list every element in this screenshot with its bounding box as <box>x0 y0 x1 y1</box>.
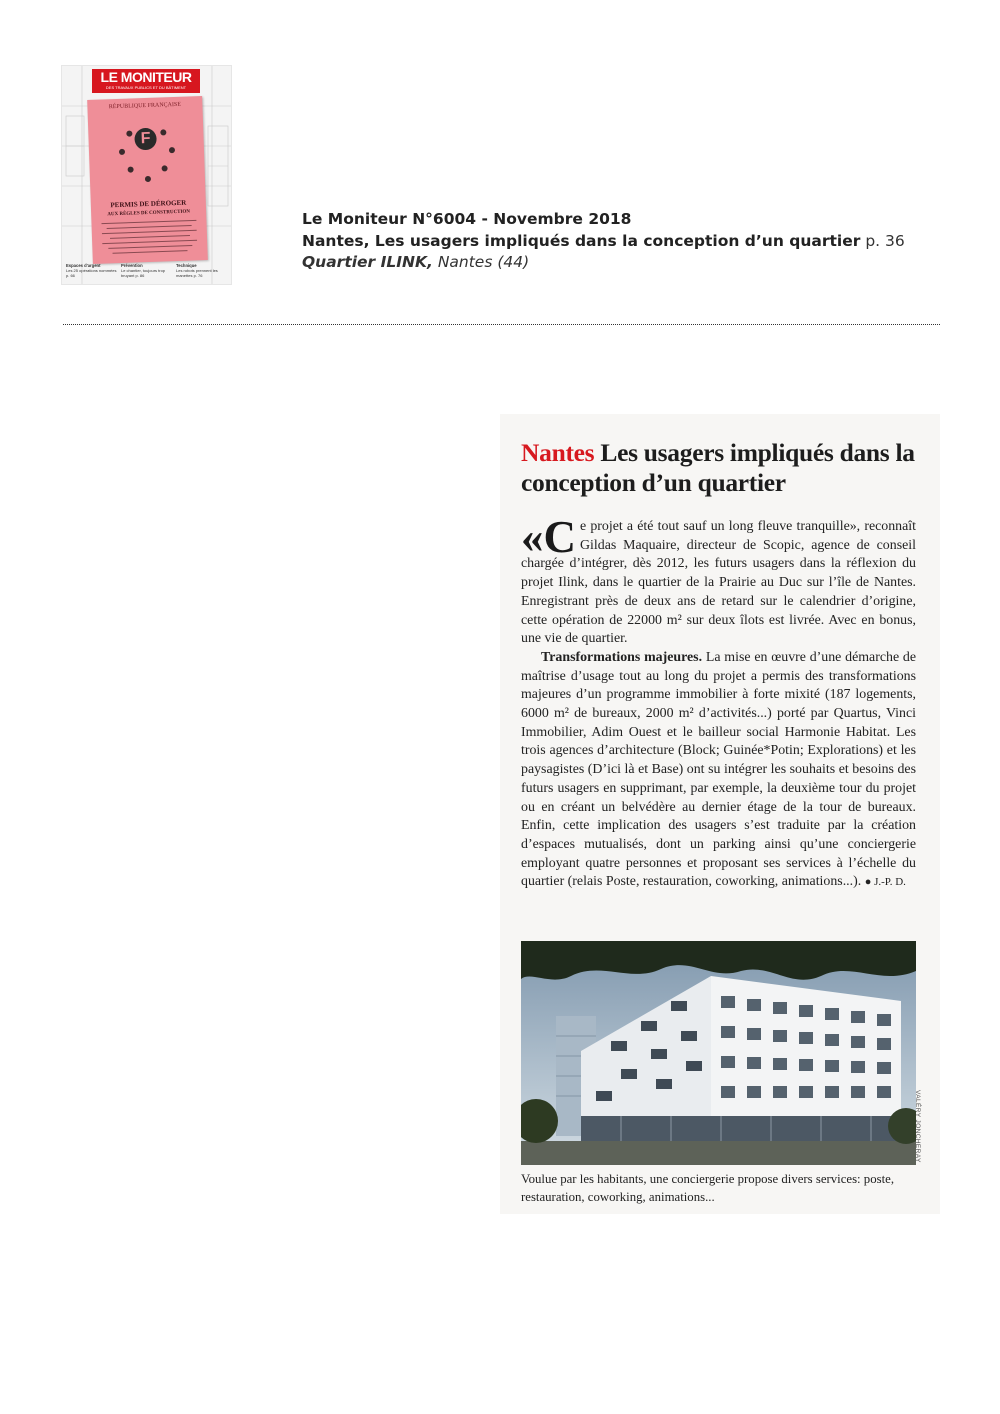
light-icon <box>162 165 168 171</box>
paragraph-1-text: e projet a été tout sauf un long fleuve tranquille», reconnaît Gildas Maquaire, directeur de Scopic, agence de conseil chargée d’intégrer, dès 2012, les futurs usagers dans la réflexion du projet Ilink, dans le quartier de la Prairie au Duc sur l’île de Nantes. Enregistrant près de deux ans de retard sur le calendrier d’origine, cette opération de 22000 m² sur deux îlots est livrée. Avec en bonus, une vie de quartier. <box>521 519 916 647</box>
project-location: Nantes (44) <box>437 253 530 271</box>
article-title: Nantes, Les usagers impliqués dans la conception d’un quartier <box>302 231 861 250</box>
magazine-cover <box>61 65 232 285</box>
sound-icon <box>160 129 166 135</box>
building-photo <box>521 941 916 1165</box>
cover-masthead-subtitle: DES TRAVAUX PUBLICS ET DU BÂTIMENT <box>105 85 187 90</box>
cover-pink-sign <box>87 96 208 264</box>
cover-republique-label: RÉPUBLIQUE FRANÇAISE <box>108 101 182 111</box>
cover-teaser: Prévention Le chantier, toujours trop bruyant p. 86 <box>121 263 166 278</box>
issue-line: Le Moniteur N°6004 - Novembre 2018 <box>302 210 632 228</box>
cover-headline-line2: AUX RÈGLES DE CONSTRUCTION <box>107 209 191 218</box>
energy-icon <box>169 147 175 153</box>
headline-text: Les usagers impliqués dans la conception d’un quartier <box>521 438 915 497</box>
cover-f-letter: F <box>134 128 157 151</box>
subheading: Transformations majeures. <box>541 649 703 665</box>
photo-caption: Voulue par les habitants, une conciergerie propose divers services: poste, restauration, coworking, animations... <box>521 1172 895 1204</box>
headline-city: Nantes <box>521 438 595 467</box>
accessibility-icon <box>126 131 132 137</box>
page-number: p. 36 <box>865 231 905 250</box>
paragraph-2 <box>521 649 916 892</box>
paragraph-1 <box>521 512 916 649</box>
cover-teaser: Technique Les robots prennent les manettes p. 76 <box>176 263 218 278</box>
cover-fineprint-lines <box>101 218 197 255</box>
cover-headline <box>91 198 207 220</box>
cover-teasers <box>66 263 228 278</box>
drop-cap: «C <box>521 512 576 562</box>
building-illustration <box>521 941 916 1165</box>
photo-credit: VALÉRY JONCHERAY <box>914 1090 921 1163</box>
article-body <box>521 512 917 892</box>
author-signature: ● J.-P. D. <box>864 876 906 889</box>
article-title-line <box>302 231 962 253</box>
press-reference <box>302 209 962 274</box>
wind-icon <box>128 166 134 172</box>
project-name: Quartier ILINK, <box>302 253 433 271</box>
paragraph-2-text: La mise en œuvre d’une démarche de maîtrise d’usage tout au long du projet a permis des transformations majeures d’un programme immobilier à forte mixité (187 logements, 6000 m² de bureaux, 2000 m² d’activités...) porté par Quartus, Vinci Immobilier, Adim Ouest et le bailleur social Harmonie Habitat. Les trois agences d’architecture (Block; Guinée*Potin; Explorations) et les paysagistes (D’ici là et Base) ont su intégrer les souhaits et besoins des futurs usagers en supprimant, par exemple, la deuxième tour du projet ou en créant un belvédère au dernier étage de la tour de bureaux. Enfin, cette implication des usagers s’est traduite par la création d’espaces mutualisés, dont un parking ainsi qu’une conciergerie employant quatre personnes et proposant ses services à l’échelle du quartier (relais Poste, restauration, coworking, animations...). <box>521 649 917 890</box>
cover-sign-fineprint <box>101 218 197 256</box>
article-headline <box>521 438 931 498</box>
cover-teaser: Espaces d'argent Les 25 opérations nommées p. 66 <box>66 263 117 278</box>
dotted-divider <box>63 324 940 325</box>
fire-icon <box>119 149 125 155</box>
cover-masthead: LE MONITEUR <box>92 69 200 93</box>
cover-headline-line1: PERMIS DE DÉROGER <box>110 198 187 210</box>
project-line <box>302 252 962 274</box>
snowflake-icon <box>145 176 151 182</box>
